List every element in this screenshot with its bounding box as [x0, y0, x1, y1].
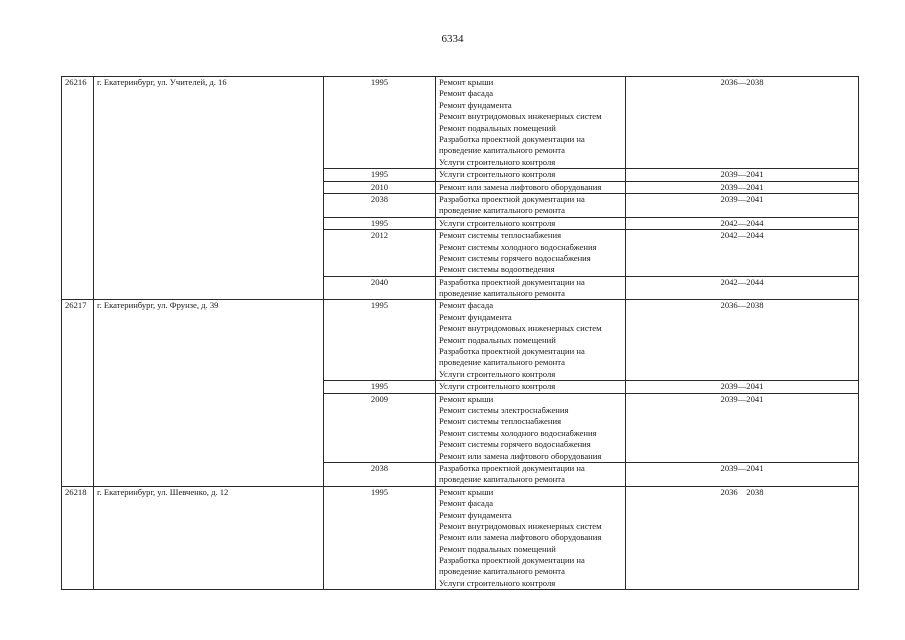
work-item: Ремонт системы холодного водоснабжения: [439, 427, 597, 438]
planned-period: 2036—2038: [626, 300, 859, 381]
work-item: Разработка проектной документации на: [439, 346, 585, 357]
planned-period: 2036—2038: [626, 77, 859, 169]
work-item: проведение капитального ремонта: [439, 474, 565, 485]
last-repair-year: 2040: [324, 276, 436, 300]
table-row: [62, 486, 859, 590]
work-item: Ремонт системы водоотведения: [439, 264, 555, 275]
last-repair-year: 2010: [324, 181, 436, 193]
last-repair-year: 1995: [324, 217, 436, 229]
work-item: Разработка проектной документации на: [439, 276, 585, 287]
work-item: Ремонт внутридомовых инженерных систем: [439, 520, 602, 531]
last-repair-year: 1995: [324, 486, 436, 590]
work-item: Ремонт фасада: [439, 88, 494, 99]
planned-period: 2039—2041: [626, 381, 859, 393]
works-list: [436, 381, 626, 393]
planned-period: 2039—2041: [626, 393, 859, 462]
work-item: Ремонт системы горячего водоснабжения: [439, 439, 591, 450]
work-item: Ремонт системы холодного водоснабжения: [439, 241, 597, 252]
work-item: Ремонт фундамента: [439, 311, 512, 322]
work-item: проведение капитального ремонта: [439, 145, 565, 156]
table-body: [62, 77, 859, 590]
planned-period: 2042—2044: [626, 217, 859, 229]
work-item: Ремонт внутридомовых инженерных систем: [439, 323, 602, 334]
work-item: проведение капитального ремонта: [439, 288, 565, 299]
work-item: Разработка проектной документации на: [439, 462, 585, 473]
last-repair-year: 2038: [324, 462, 436, 486]
work-item: Ремонт системы электроснабжения: [439, 405, 569, 415]
building-address: г. Екатеринбург, ул. Шевченко, д. 12: [94, 486, 324, 590]
table-row: [62, 300, 859, 381]
works-list: [436, 77, 626, 169]
planned-period: 2042—2044: [626, 276, 859, 300]
last-repair-year: 1995: [324, 169, 436, 181]
last-repair-year: 2012: [324, 230, 436, 277]
work-item: Услуги строительного контроля: [439, 577, 556, 588]
works-list: [436, 462, 626, 486]
work-item: Разработка проектной документации на: [439, 193, 585, 204]
work-item: Ремонт крыши: [439, 486, 494, 497]
work-item: Ремонт системы теплоснабжения: [439, 230, 562, 241]
planned-period: 2039—2041: [626, 193, 859, 217]
work-item: Разработка проектной документации на: [439, 133, 585, 144]
works-list: [436, 300, 626, 381]
work-item: проведение капитального ремонта: [439, 205, 565, 216]
page-number: 6334: [441, 33, 464, 45]
last-repair-year: 2038: [324, 193, 436, 217]
works-list: [436, 230, 626, 277]
capital-repair-table: [61, 76, 859, 590]
work-item: Услуги строительного контроля: [439, 381, 556, 392]
building-address: г. Екатеринбург, ул. Фрунзе, д. 39: [94, 300, 324, 486]
work-item: Ремонт фундамента: [439, 509, 512, 520]
building-number: 26218: [62, 486, 94, 590]
work-item: Ремонт подвальных помещений: [439, 122, 556, 133]
work-item: Ремонт или замена лифтового оборудования: [439, 450, 602, 461]
work-item: Ремонт системы теплоснабжения: [439, 416, 562, 427]
planned-period: 2042—2044: [626, 230, 859, 277]
works-list: [436, 276, 626, 300]
work-item: Ремонт внутридомовых инженерных систем: [439, 111, 602, 122]
work-item: проведение капитального ремонта: [439, 566, 565, 577]
work-item: Ремонт или замена лифтового оборудования: [439, 181, 602, 192]
work-item: Ремонт подвальных помещений: [439, 543, 556, 554]
work-item: Услуги строительного контроля: [439, 368, 556, 379]
work-item: Ремонт подвальных помещений: [439, 334, 556, 345]
work-item: Ремонт фасада: [439, 498, 494, 509]
works-list: [436, 193, 626, 217]
last-repair-year: 1995: [324, 300, 436, 381]
work-item: Разработка проектной документации на: [439, 555, 585, 566]
last-repair-year: 1995: [324, 381, 436, 393]
work-item: Ремонт фундамента: [439, 99, 512, 110]
planned-period: 2039—2041: [626, 169, 859, 181]
planned-period: 2039—2041: [626, 181, 859, 193]
building-number: 26216: [62, 77, 94, 300]
works-list: [436, 169, 626, 181]
work-item: Ремонт крыши: [439, 393, 494, 404]
planned-period: 2036 2038: [626, 486, 859, 590]
works-list: [436, 486, 626, 590]
work-item: Ремонт системы горячего водоснабжения: [439, 252, 591, 263]
last-repair-year: 2009: [324, 393, 436, 462]
works-list: [436, 181, 626, 193]
work-item: Ремонт или замена лифтового оборудования: [439, 532, 602, 543]
work-item: проведение капитального ремонта: [439, 357, 565, 368]
work-item: Ремонт крыши: [439, 77, 494, 87]
last-repair-year: 1995: [324, 77, 436, 169]
works-list: [436, 393, 626, 462]
work-item: Услуги строительного контроля: [439, 169, 556, 180]
table-row: [62, 77, 859, 169]
works-list: [436, 217, 626, 229]
planned-period: 2039—2041: [626, 462, 859, 486]
work-item: Услуги строительного контроля: [439, 156, 556, 167]
work-item: Услуги строительного контроля: [439, 217, 556, 228]
work-item: Ремонт фасада: [439, 300, 494, 311]
building-number: 26217: [62, 300, 94, 486]
building-address: г. Екатеринбург, ул. Учителей, д. 16: [94, 77, 324, 300]
